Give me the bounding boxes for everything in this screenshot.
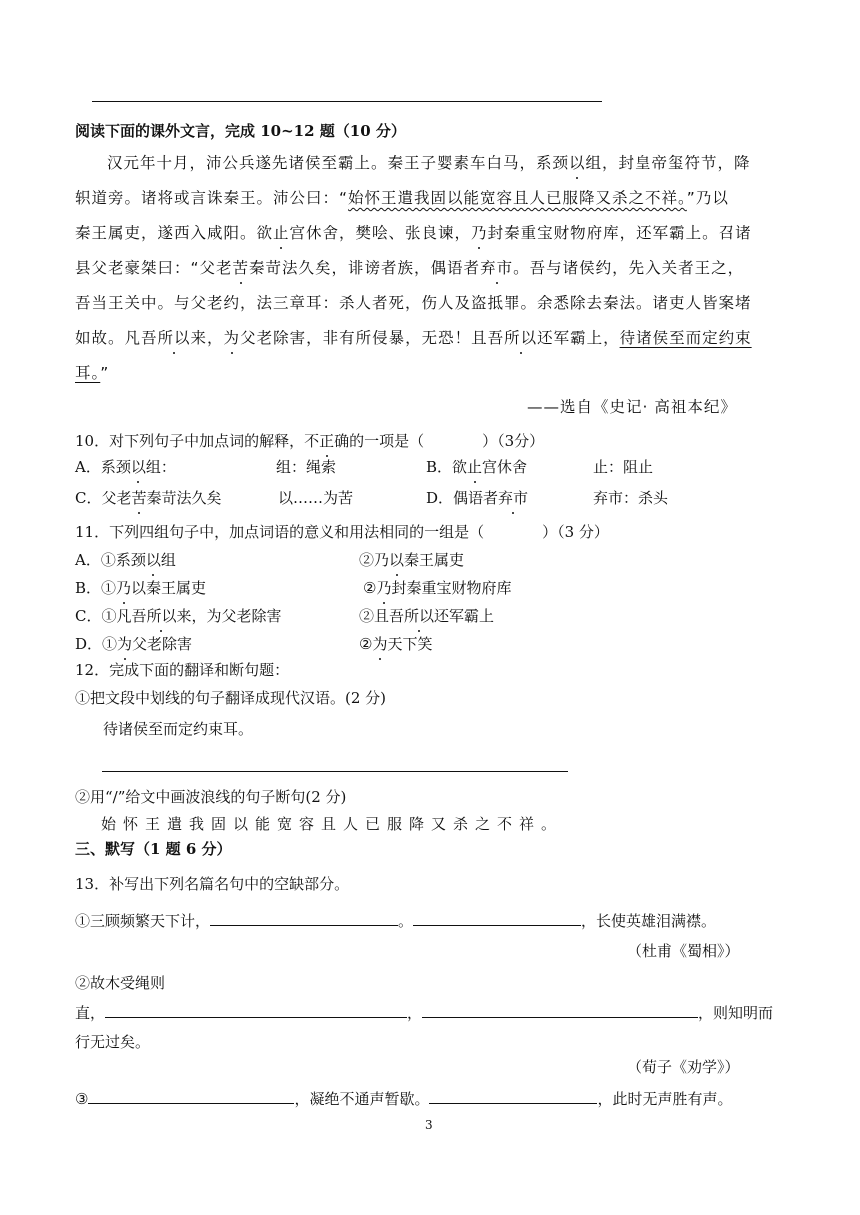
passage-line-1: 汉元年十月，沛公兵遂先诸侯至霸上。秦王子婴素车白马，系颈以组，封皇帝玺符节，降 (107, 151, 751, 173)
answer-blank[interactable] (424, 432, 482, 446)
passage-line-7: 耳。” (75, 364, 110, 382)
answer-blank[interactable] (484, 523, 542, 537)
q13-item-3: ③ ，凝绝不通声暂歇。 ，此时无声胜有声。 (75, 1090, 733, 1108)
dotted-word: 止 (273, 221, 290, 243)
passage-line-3: 秦王属吏，遂西入咸阳。欲止宫休舍，樊哙、张良谏，乃封秦重宝财物府库，还军霸上。召诸 (75, 221, 752, 243)
q13-item-2-continued: 行无过矣。 (75, 1033, 151, 1051)
page-number: 3 (425, 1118, 433, 1132)
fill-blank-1a[interactable] (210, 911, 398, 926)
dotted-word: 乃 (116, 579, 132, 597)
dotted-word: 乃 (376, 579, 392, 597)
q13-item-2-line: 直， ， ，则知明而 (75, 1004, 774, 1022)
q11-option-b[interactable]: B．①乃以秦王属吏 (75, 579, 207, 597)
passage-source: ——选自《史记· 高祖本纪》 (527, 398, 737, 416)
wavy-underlined-sentence: 始怀王遣我固以能宽容且人已服降又杀之不祥。 (348, 189, 687, 207)
q10-option-c-explanation: 以……为苦 (278, 489, 354, 507)
fill-blank-1b[interactable] (413, 911, 581, 926)
translation-answer-line[interactable] (102, 771, 568, 772)
dotted-word: 不正确 (304, 432, 350, 450)
dotted-word: 为 (372, 635, 388, 653)
passage-line-2: 轵道旁。诸将或言诛秦王。沛公曰：“始怀王遣我固以能宽容且人已服降又杀之不祥。”乃以 (75, 189, 729, 207)
dotted-word: 以 (130, 458, 146, 476)
q10-option-a-explanation: 组：绳索 (276, 458, 337, 476)
q10-option-b-explanation: 止：阻止 (593, 458, 654, 476)
q10-stem: 10．对下列句子中加点词的解释，不正确的一项是（ ）（3分） (75, 432, 545, 450)
dotted-word: 所以 (146, 607, 177, 625)
dotted-word: 所以 (504, 326, 537, 348)
q10-option-a[interactable]: A．系颈以组： (75, 458, 176, 476)
dotted-word: 所以 (404, 607, 435, 625)
q11-stem: 11．下列四组句子中，加点词语的意义和用法相同的一组是（ ）（3 分） (75, 523, 609, 541)
q11-option-d-2: ②为天下笑 (359, 635, 433, 653)
fill-blank-2b[interactable] (422, 1003, 698, 1018)
q13-stem: 13．补写出下列名篇名句中的空缺部分。 (75, 875, 350, 893)
dotted-word: 苦 (131, 489, 147, 507)
underlined-sentence: 待诸侯至而定约束 (619, 329, 752, 347)
q10-option-d[interactable]: D．偶语者弃市 (426, 489, 529, 507)
dotted-word: 以 (145, 551, 161, 569)
dotted-word: 乃 (471, 221, 488, 243)
q13-item-1: ①三顾频繁天下计， 。 ，长使英雄泪满襟。 (75, 912, 717, 930)
dotted-word: 止 (467, 458, 483, 476)
q12-part-1-sentence: 待诸侯至而定约束耳。 (103, 720, 254, 738)
q13-item-1-source: （杜甫《蜀相》） (627, 942, 740, 960)
q12-stem: 12．完成下面的翻译和断句题： (75, 661, 290, 679)
q11-option-c[interactable]: C．①凡吾所以来，为父老除害 (75, 607, 282, 625)
q10-option-b[interactable]: B．欲止宫休舍 (426, 458, 528, 476)
q13-item-2-source: （荀子《劝学》） (627, 1058, 740, 1076)
q12-part-2-sentence: 始怀王遣我固以能宽容且人已服降又杀之不祥。 (101, 815, 564, 833)
q11-option-d[interactable]: D．①为父老除害 (75, 635, 193, 653)
dotted-word: 弃市 (498, 489, 529, 507)
dotted-word: 所以 (158, 326, 191, 348)
fill-blank-3a[interactable] (88, 1089, 294, 1104)
q12-part-2: ②用“/”给文中画波浪线的句子断句(2 分) (75, 788, 347, 806)
fill-blank-3b[interactable] (429, 1089, 597, 1104)
q11-option-a-2: ②乃以秦王属吏 (359, 551, 465, 569)
section-intro: 阅读下面的课外文言，完成 10~12 题（10 分） (75, 122, 406, 140)
q10-option-c[interactable]: C．父老苦秦苛法久矣 (75, 489, 222, 507)
dotted-word: 苦 (233, 256, 250, 278)
q12-part-1: ①把文段中划线的句子翻译成现代汉语。(2 分) (75, 689, 387, 707)
passage-line-4: 县父老豪桀曰：“父老苦秦苛法久矣，诽谤者族，偶语者弃市。吾与诸侯约，先入关者王之， (75, 256, 744, 278)
dotted-word: 为 (117, 635, 133, 653)
q11-option-c-2: ②且吾所以还军霸上 (359, 607, 495, 625)
q11-option-b-2: ②乃封秦重宝财物府库 (363, 579, 512, 597)
dotted-word: 为 (224, 326, 241, 348)
passage-line-6: 如故。凡吾所以来，为父老除害，非有所侵暴，无恐！且吾所以还军霸上，待诸侯至而定约束 (75, 326, 752, 348)
dotted-word: 以 (569, 151, 586, 173)
section-3-title: 三、默写（1 题 6 分） (75, 840, 232, 858)
fill-blank-2a[interactable] (105, 1003, 407, 1018)
underlined-sentence-end: 耳。 (75, 364, 101, 382)
top-rule (92, 101, 602, 102)
dotted-word: 弃市 (480, 256, 513, 278)
q11-option-a[interactable]: A．①系颈以组 (75, 551, 176, 569)
q13-item-2: ②故木受绳则 (75, 974, 166, 992)
passage-line-5: 吾当王关中。与父老约，法三章耳：杀人者死，伤人及盗抵罪。余悉除去秦法。诸吏人皆案堵 (75, 294, 752, 312)
dotted-word: 以 (389, 551, 405, 569)
q10-option-d-explanation: 弃市：杀头 (593, 489, 669, 507)
